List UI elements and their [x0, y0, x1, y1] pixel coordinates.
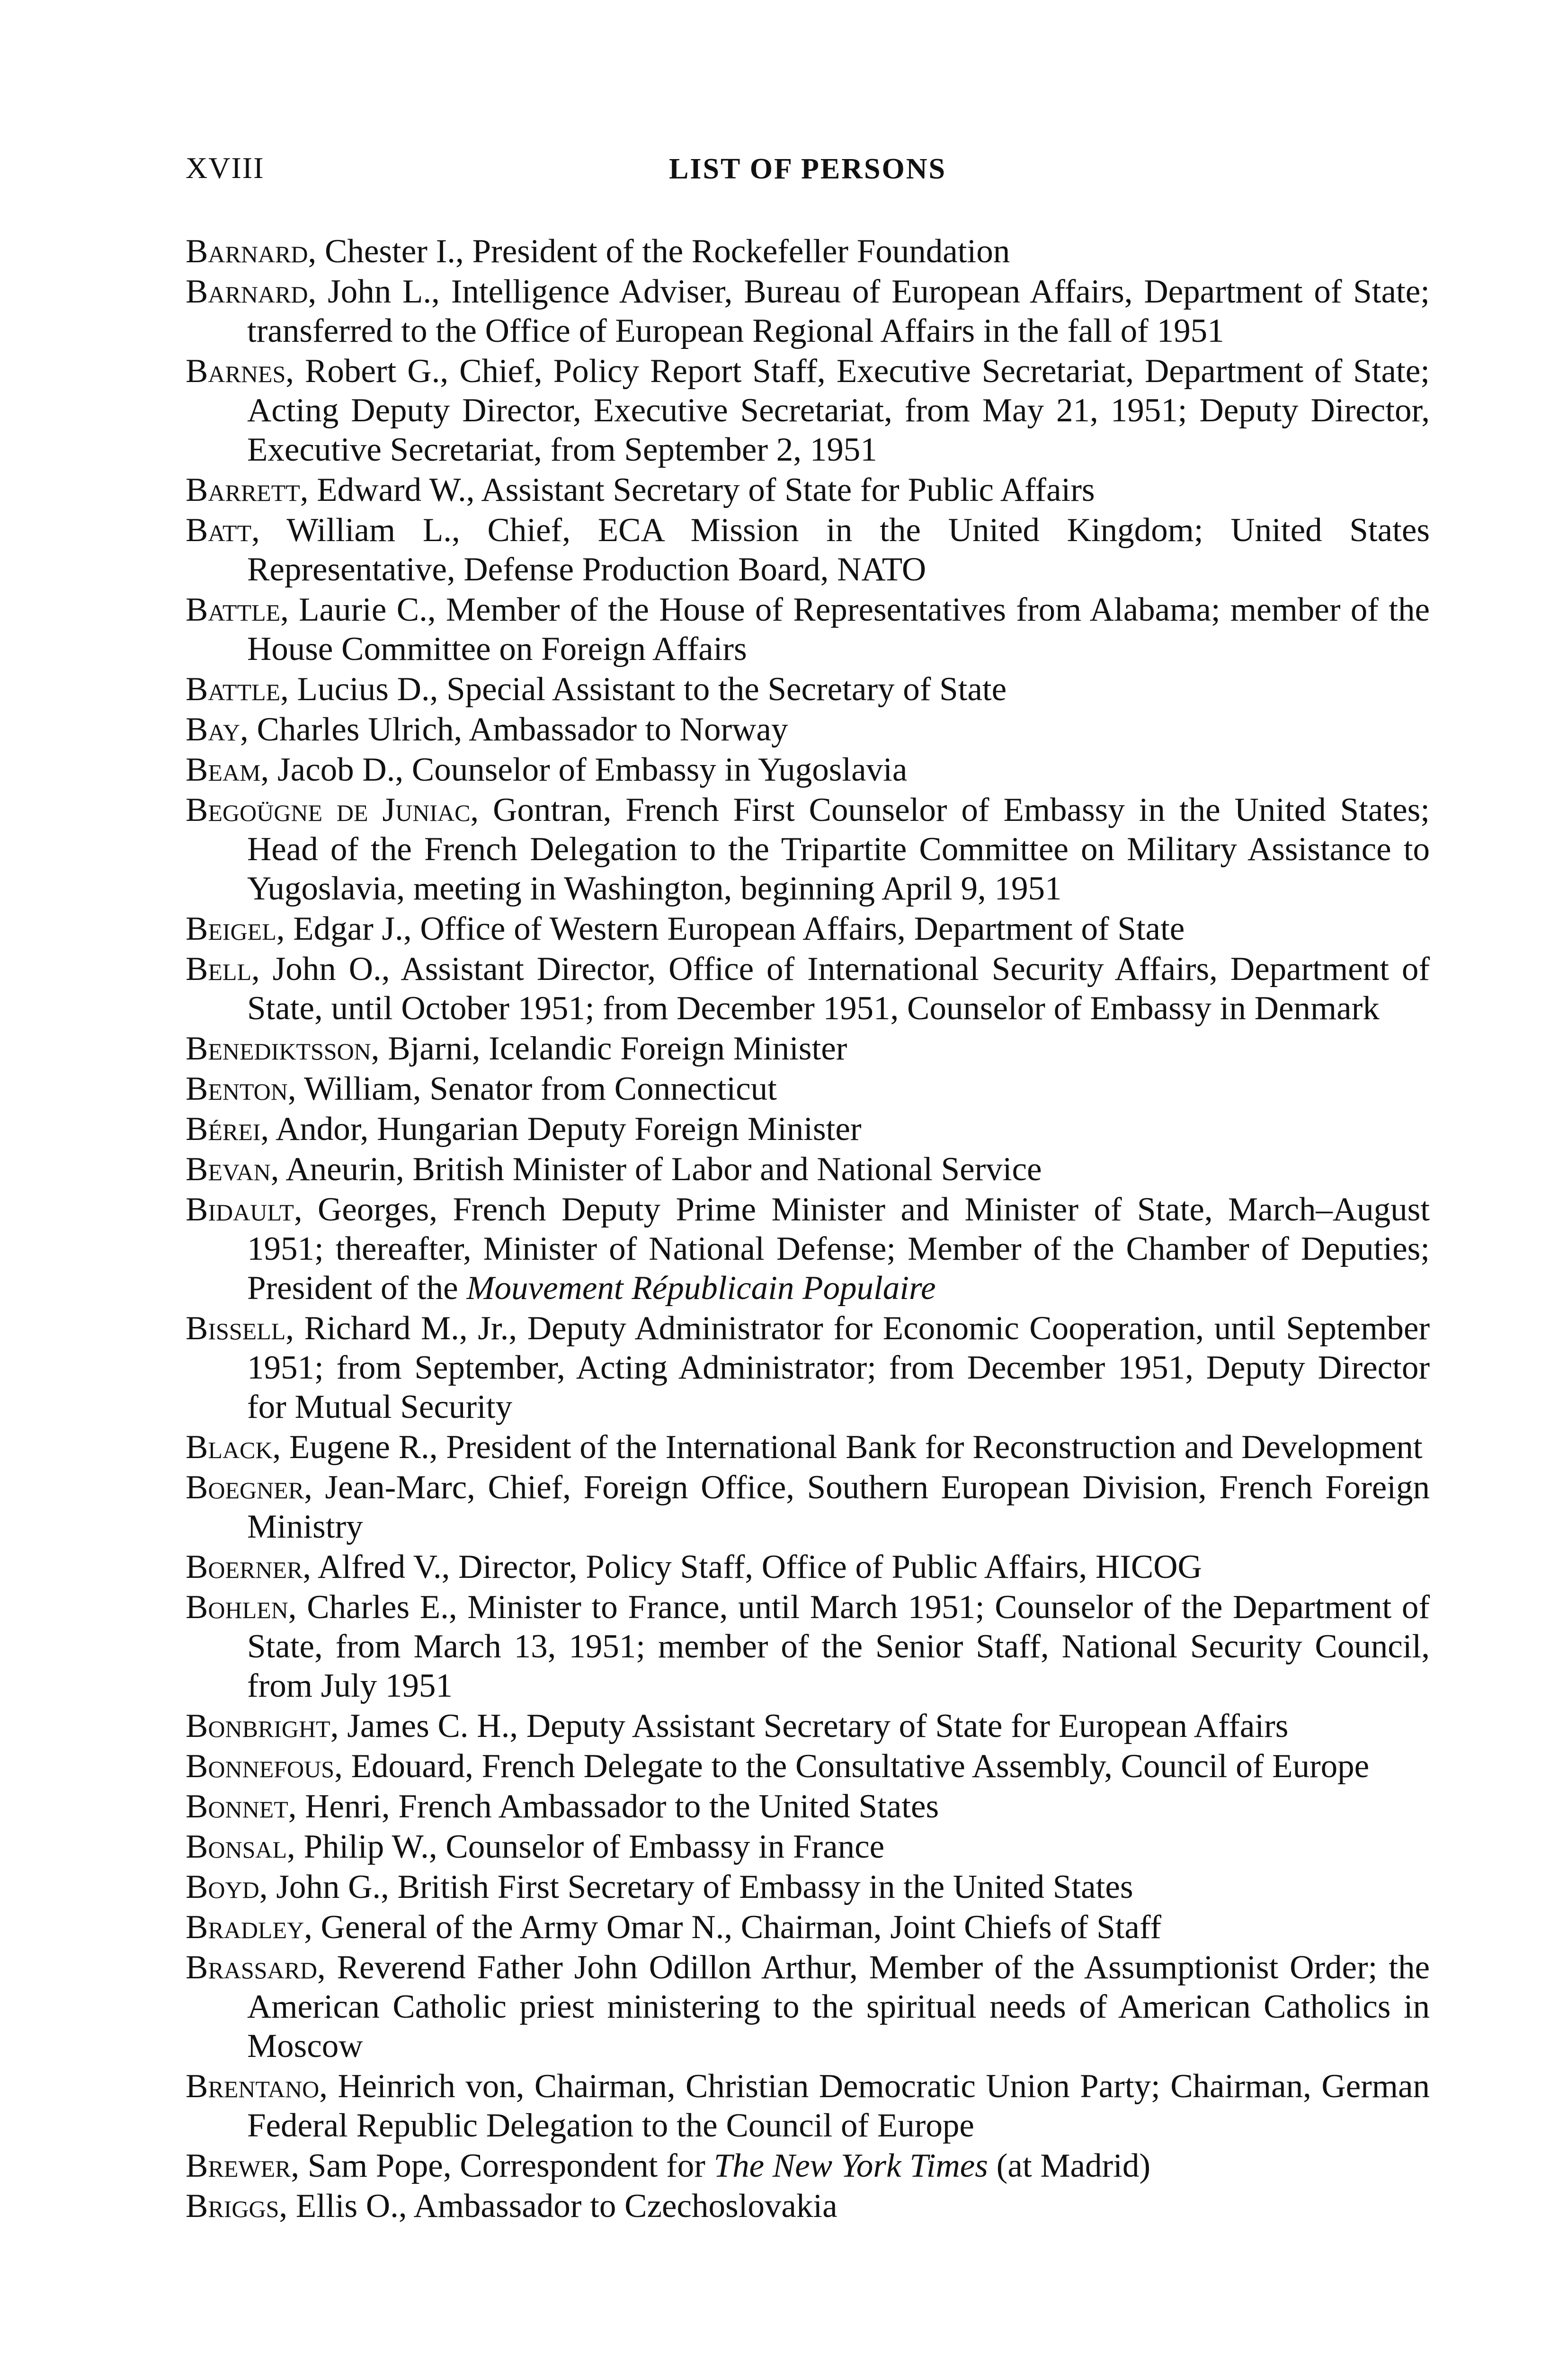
person-description: , John O., Assistant Director, Office of International Security Affairs, Department of State, until October 1951; from December 1951, Counselor of Embassy in Denmark — [247, 951, 1430, 1027]
person-surname: Bonsal — [186, 1828, 287, 1865]
person-description: , Robert G., Chief, Policy Report Staff, Executive Secretariat, Department of State; Acting Deputy Director, Executive Secretariat, from May 21, 1951; Deputy Director, Executive Secretariat, from September 2, 1951 — [247, 353, 1430, 468]
person-surname: Brassard — [186, 1949, 317, 1986]
person-surname: Boyd — [186, 1869, 259, 1905]
person-description: , John G., British First Secretary of Embassy in the United States — [259, 1869, 1133, 1905]
person-entry — [186, 909, 1430, 949]
person-description: , Laurie C., Member of the House of Representatives from Alabama; member of the House Committee on Foreign Affairs — [247, 591, 1430, 667]
person-entry — [186, 1110, 1430, 1149]
person-entry — [186, 1588, 1430, 1706]
person-entry — [186, 1787, 1430, 1826]
persons-list — [186, 232, 1430, 2227]
person-description: , Gontran, French First Counselor of Embassy in the United States; Head of the French Delegation to the Tripartite Committee on Military Assistance to Yugoslavia, meeting in Washington, beginning April 9, 1951 — [247, 792, 1430, 907]
person-entry — [186, 471, 1430, 510]
person-surname: Beigel — [186, 910, 276, 947]
person-description: , John L., Intelligence Adviser, Bureau of European Affairs, Department of State; transferred to the Office of European Regional Affairs in the fall of 1951 — [247, 273, 1430, 349]
person-entry — [186, 670, 1430, 709]
person-surname: Briggs — [186, 2188, 279, 2225]
person-surname: Bay — [186, 711, 240, 748]
person-surname: Bell — [186, 951, 251, 988]
person-description: , Chester I., President of the Rockefeller Foundation — [308, 233, 1010, 270]
person-entry — [186, 750, 1430, 790]
person-description: , Sam Pope, Correspondent for — [291, 2147, 714, 2184]
person-description: , Heinrich von, Chairman, Christian Democratic Union Party; Chairman, German Federal Republic Delegation to the Council of Europe — [247, 2068, 1430, 2144]
person-surname: Boerner — [186, 1548, 303, 1585]
person-entry — [186, 1747, 1430, 1786]
person-entry — [186, 2187, 1430, 2226]
person-entry — [186, 710, 1430, 749]
person-surname: Barnard — [186, 233, 308, 270]
person-entry — [186, 1190, 1430, 1308]
person-surname: Bonbright — [186, 1708, 330, 1744]
person-surname: Brewer — [186, 2147, 291, 2184]
person-surname: Bevan — [186, 1151, 271, 1188]
person-entry — [186, 272, 1430, 351]
person-surname: Barnes — [186, 353, 286, 390]
person-entry — [186, 1707, 1430, 1746]
person-surname: Bonnet — [186, 1788, 288, 1825]
person-surname: Bérei — [186, 1111, 261, 1148]
person-entry — [186, 1548, 1430, 1587]
person-description: , Charles E., Minister to France, until March 1951; Counselor of the Department of State, from March 13, 1951; member of the Senior Staff, National Security Council, from July 1951 — [247, 1589, 1430, 1704]
person-description: , Bjarni, Icelandic Foreign Minister — [371, 1030, 847, 1067]
person-entry — [186, 1069, 1430, 1109]
person-description: , Alfred V., Director, Policy Staff, Office of Public Affairs, HICOG — [303, 1548, 1202, 1585]
person-description: , Philip W., Counselor of Embassy in France — [287, 1828, 885, 1865]
person-entry — [186, 2146, 1430, 2186]
person-surname: Bohlen — [186, 1589, 288, 1626]
person-surname: Barrett — [186, 472, 300, 508]
person-entry — [186, 352, 1430, 470]
person-description: , Eugene R., President of the International Bank for Reconstruction and Development — [272, 1429, 1423, 1466]
person-entry — [186, 1468, 1430, 1547]
person-entry — [186, 511, 1430, 589]
person-description: , James C. H., Deputy Assistant Secretary of State for European Affairs — [330, 1708, 1289, 1744]
person-surname: Boegner — [186, 1469, 304, 1506]
person-entry — [186, 1868, 1430, 1907]
person-description: , Edward W., Assistant Secretary of State for Public Affairs — [300, 472, 1095, 508]
person-surname: Bidault — [186, 1191, 294, 1228]
person-entry — [186, 232, 1430, 271]
person-surname: Battle — [186, 671, 281, 708]
running-head: LIST OF PERSONS — [669, 153, 946, 185]
person-entry — [186, 1309, 1430, 1427]
person-entry — [186, 2067, 1430, 2145]
person-description: , Charles Ulrich, Ambassador to Norway — [240, 711, 788, 748]
person-entry — [186, 950, 1430, 1028]
person-description: , Edgar J., Office of Western European Affairs, Department of State — [276, 910, 1185, 947]
page-number: XVIII — [186, 151, 265, 185]
person-surname: Begoügne de Juniac — [186, 792, 471, 828]
person-surname: Benediktsson — [186, 1030, 371, 1067]
person-description: , Jacob D., Counselor of Embassy in Yugoslavia — [260, 751, 908, 788]
person-description-tail: (at Madrid) — [988, 2147, 1150, 2184]
person-entry — [186, 1150, 1430, 1189]
person-surname: Benton — [186, 1070, 288, 1107]
person-entry — [186, 1029, 1430, 1068]
person-surname: Bonnefous — [186, 1748, 335, 1785]
person-surname: Black — [186, 1429, 273, 1466]
page-header — [186, 151, 1430, 198]
person-description: , Andor, Hungarian Deputy Foreign Minister — [260, 1111, 862, 1148]
person-description: , Ellis O., Ambassador to Czechoslovakia — [279, 2188, 837, 2225]
person-description: , Jean-Marc, Chief, Foreign Office, Southern European Division, French Foreign Ministry — [247, 1469, 1430, 1545]
person-description: , William L., Chief, ECA Mission in the United Kingdom; United States Representative, Defense Production Board, NATO — [247, 512, 1430, 588]
person-description: , Edouard, French Delegate to the Consultative Assembly, Council of Europe — [334, 1748, 1370, 1785]
person-description: , Georges, French Deputy Prime Minister and Minister of State, March–August 1951; thereafter, Minister of National Defense; Member of the Chamber of Deputies; President of the — [247, 1191, 1430, 1307]
person-surname: Battle — [186, 591, 281, 628]
person-surname: Beam — [186, 751, 261, 788]
person-description: , General of the Army Omar N., Chairman, Joint Chiefs of Staff — [304, 1909, 1161, 1946]
person-description: , William, Senator from Connecticut — [287, 1070, 777, 1107]
person-entry — [186, 1428, 1430, 1467]
person-description: , Richard M., Jr., Deputy Administrator for Economic Cooperation, until September 1951; from September, Acting Administrator; from December 1951, Deputy Director for Mutual Security — [247, 1310, 1430, 1425]
person-surname: Bradley — [186, 1909, 304, 1946]
person-entry — [186, 1827, 1430, 1867]
person-surname: Barnard — [186, 273, 308, 310]
person-description: , Lucius D., Special Assistant to the Secretary of State — [280, 671, 1007, 708]
person-surname: Batt — [186, 512, 252, 549]
person-entry — [186, 1908, 1430, 1947]
person-description: , Aneurin, British Minister of Labor and National Service — [270, 1151, 1042, 1188]
person-description: , Reverend Father John Odillon Arthur, Member of the Assumptionist Order; the American Catholic priest ministering to the spiritual needs of American Catholics in Moscow — [247, 1949, 1430, 2064]
person-surname: Brentano — [186, 2068, 320, 2105]
person-entry — [186, 791, 1430, 908]
italic-title: Mouvement Républicain Populaire — [466, 1270, 936, 1307]
person-entry — [186, 590, 1430, 669]
italic-title: The New York Times — [713, 2147, 988, 2184]
person-description: , Henri, French Ambassador to the United States — [288, 1788, 939, 1825]
person-surname: Bissell — [186, 1310, 286, 1347]
person-entry — [186, 1948, 1430, 2066]
